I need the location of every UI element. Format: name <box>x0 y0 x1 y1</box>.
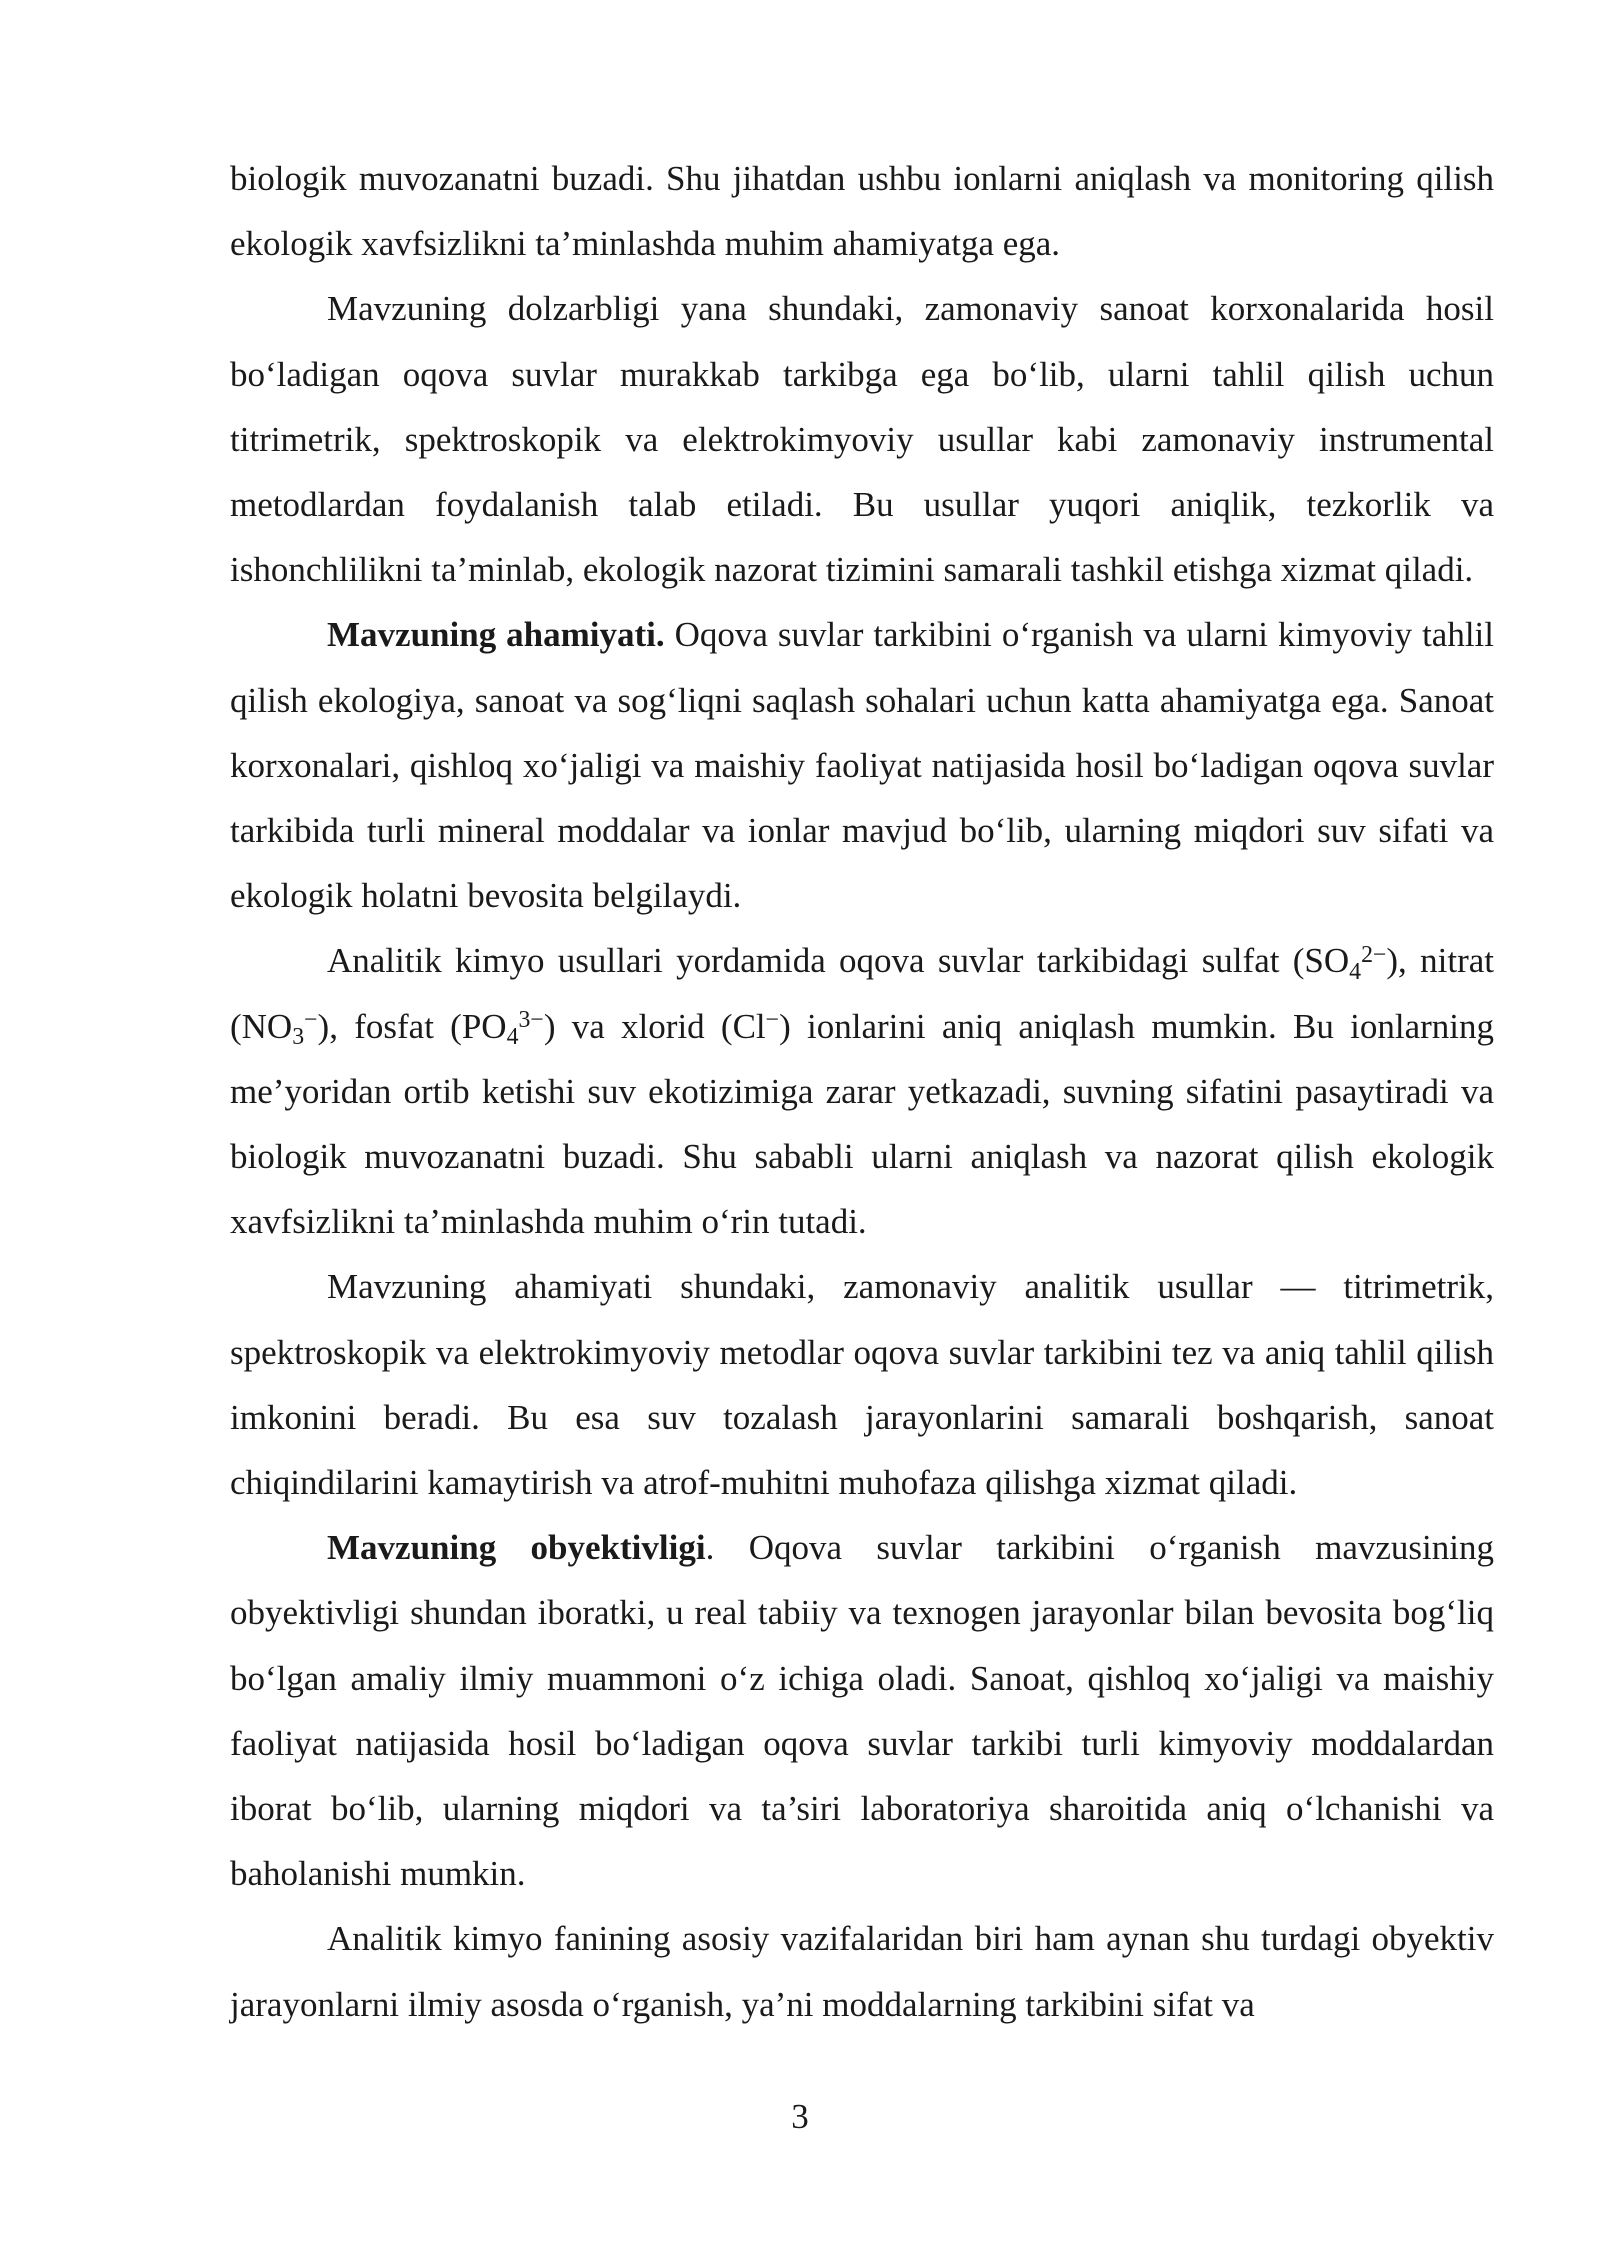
paragraph-text: biologik muvozanatni buzadi. Shu jihatdan ushbu ionlarni aniqlash va monitoring qilish ekologik xavfsizlikni ta’minlashda muhim ahamiyatga ega. <box>230 159 1494 264</box>
phosphate-superscript: 3− <box>518 1006 544 1033</box>
paragraph-ions <box>230 928 1494 1254</box>
sulfate-subscript: 4 <box>1349 959 1362 986</box>
paragraph-text: Analitik kimyo fanining asosiy vazifalaridan biri ham aynan shu turdagi obyektiv jarayonlarni ilmiy asosda o‘rganish, ya’ni moddalarning tarkibini sifat va <box>230 1919 1494 2024</box>
phosphate-subscript: 4 <box>506 1024 519 1051</box>
paragraph-text: . Oqova suvlar tarkibini o‘rganish mavzusining obyektivligi shundan iboratki, u real tabiiy va texnogen jarayonlar bilan bevosita bog‘liq bo‘lgan amaliy ilmiy muammoni o‘z ichiga oladi. Sanoat, qishloq xo‘jaligi va maishiy faoliyat natijasida hosil bo‘ladigan oqova suvlar tarkibi turli kimyoviy moddalardan iborat bo‘lib, ularning miqdori va ta’siri laboratoriya sharoitida aniq o‘lchanishi va baholanishi mumkin. <box>230 1528 1494 1894</box>
paragraph-text: ) ionlarini aniq aniqlash mumkin. Bu ionlarning me’yoridan ortib ketishi suv ekotizimiga zarar yetkazadi, suvning sifatini pasaytiradi va biologik muvozanatni buzadi. Shu sababli ularni aniqlash va nazorat qilish ekologik xavfsizlikni ta’minlashda muhim o‘rin tutadi. <box>230 1006 1494 1242</box>
paragraph-objectivity <box>230 1515 1494 1906</box>
paragraph-text: ) va xlorid (Cl <box>543 1006 766 1046</box>
paragraph-text: Oqova suvlar tarkibini o‘rganish va ularni kimyoviy tahlil qilish ekologiya, sanoat va sog‘liqni saqlash sohalari uchun katta ahamiyatga ega. Sanoat korxonalari, qishloq xo‘jaligi va maishiy faoliyat natijasida hosil bo‘ladigan oqova suvlar tarkibida turli mineral moddalar va ionlar mavjud bo‘lib, ularning miqdori suv sifati va ekologik holatni bevosita belgilaydi. <box>230 615 1495 916</box>
paragraph-text: Mavzuning dolzarbligi yana shundaki, zamonaviy sanoat korxonalarida hosil bo‘ladigan oqova suvlar murakkab tarkibga ega bo‘lib, ularni tahlil qilish uchun titrimetrik, spektroskopik va elektrokimyoviy usullar kabi zamonaviy instrumental metodlardan foydalanish talab etiladi. Bu usullar yuqori aniqlik, tezkorlik va ishonchlilikni ta’minlab, ekologik nazorat tizimini samarali tashkil etishga xizmat qiladi. <box>230 289 1494 590</box>
nitrate-superscript: − <box>304 1006 318 1033</box>
paragraph-text: ), nitrat (NO <box>230 941 1494 1046</box>
section-heading: Mavzuning obyektivligi <box>327 1528 706 1568</box>
paragraph-text: ), fosfat (PO <box>317 1006 507 1046</box>
paragraph-relevance <box>230 276 1494 602</box>
paragraph-text: Analitik kimyo usullari yordamida oqova suvlar tarkibidagi sulfat (SO <box>327 941 1350 981</box>
page-number: 3 <box>791 2097 809 2136</box>
paragraph-methods <box>230 1254 1494 1515</box>
paragraph-importance <box>230 602 1494 928</box>
paragraph-analytical-chemistry <box>230 1906 1494 2036</box>
body-text <box>230 146 1494 2037</box>
nitrate-subscript: 3 <box>292 1024 305 1051</box>
section-heading: Mavzuning ahamiyati. <box>327 615 665 655</box>
paragraph-text: Mavzuning ahamiyati shundaki, zamonaviy analitik usullar — titrimetrik, spektroskopik va elektrokimyoviy metodlar oqova suvlar tarkibini tez va aniq tahlil qilish imkonini beradi. Bu esa suv tozalash jarayonlarini samarali boshqarish, sanoat chiqindilarini kamaytirish va atrof-muhitni muhofaza qilishga xizmat qiladi. <box>230 1267 1494 1503</box>
sulfate-superscript: 2− <box>1361 941 1387 968</box>
chloride-superscript: − <box>765 1006 780 1033</box>
paragraph-continuation <box>230 146 1494 276</box>
